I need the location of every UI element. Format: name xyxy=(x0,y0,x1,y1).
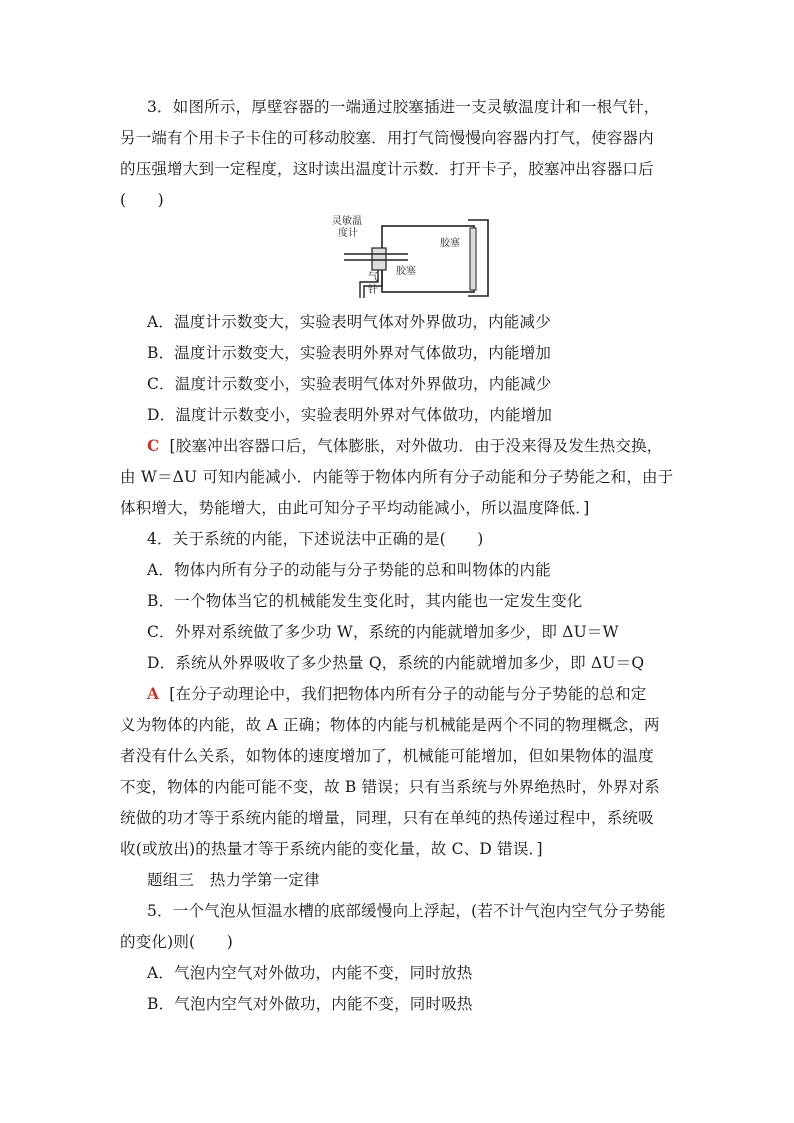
fig-label-plug-right: 胶塞 xyxy=(440,238,460,249)
q4-option-b: B．一个物体当它的机械能发生变化时，其内能也一定发生变化 xyxy=(147,592,583,610)
q4-stem: 4．关于系统的内能，下述说法中正确的是( ) xyxy=(147,530,484,548)
q3-option-b: B．温度计示数变大，实验表明外界对气体做功，内能增加 xyxy=(147,344,552,362)
q4-explanation-line-3: 者没有什么关系，如物体的速度增加了，机械能可能增加，但如果物体的温度 xyxy=(120,747,654,765)
fig-label-thermometer-1: 灵敏温 xyxy=(332,216,362,227)
q3-explanation-line-3: 体积增大，势能增大，由此可知分子平均动能减小，所以温度降低．] xyxy=(120,499,590,517)
q4-answer: A xyxy=(147,684,160,703)
container-body xyxy=(382,226,474,292)
q4-explanation-line-2: 义为物体的内能，故 A 正确；物体的内能与机械能是两个不同的物理概念，两 xyxy=(120,716,660,734)
q4-explanation-line-5: 统做的功才等于系统内能的增量，同理，只有在单纯的热传递过程中，系统吸 xyxy=(120,809,654,827)
q3-apparatus-figure xyxy=(330,212,500,298)
q4-explanation-line-6: 收(或放出)的热量才等于系统内能的变化量，故 C、D 错误．] xyxy=(120,840,543,858)
q5-option-a: A．气泡内空气对外做功，内能不变，同时放热 xyxy=(147,964,473,982)
q3-answer: C xyxy=(147,436,160,455)
q5-stem-line-1: 5．一个气泡从恒温水槽的底部缓慢向上浮起，(若不计气泡内空气分子势能 xyxy=(147,902,666,920)
right-plug xyxy=(470,228,476,290)
q3-stem-line-1: 3．如图所示，厚壁容器的一端通过胶塞插进一支灵敏温度计和一根气针， xyxy=(147,98,660,116)
q3-option-d: D．温度计示数变小，实验表明外界对气体做功，内能增加 xyxy=(147,406,553,424)
fig-label-thermometer-2: 度计 xyxy=(338,228,358,239)
q4-explanation-line-1 xyxy=(147,684,646,704)
fig-label-plug-left: 胶塞 xyxy=(396,266,416,277)
q3-stem-line-3: 的压强增大到一定程度，这时读出温度计示数．打开卡子，胶塞冲出容器口后 xyxy=(120,160,654,178)
q5-option-b: B．气泡内空气对外做功，内能不变，同时吸热 xyxy=(147,995,473,1013)
q5-stem-line-2: 的变化)则( ) xyxy=(120,933,233,951)
q4-option-d: D．系统从外界吸收了多少热量 Q，系统的内能就增加多少，即 ΔU＝Q xyxy=(147,654,645,672)
q4-option-a: A．物体内所有分子的动能与分子势能的总和叫物体的内能 xyxy=(147,561,551,579)
q3-option-a: A．温度计示数变大，实验表明气体对外界做功，内能减少 xyxy=(147,313,551,331)
group3-heading: 题组三 热力学第一定律 xyxy=(147,871,320,889)
fig-label-needle-2: 针 xyxy=(368,285,378,296)
q3-stem-line-4: ( ) xyxy=(120,191,164,209)
q3-stem-line-2: 另一端有个用卡子卡住的可移动胶塞．用打气筒慢慢向容器内打气，使容器内 xyxy=(120,129,654,147)
q3-option-c: C．温度计示数变小，实验表明气体对外界做功，内能减少 xyxy=(147,375,552,393)
q3-explanation-line-2: 由 W＝ΔU 可知内能减小．内能等于物体内所有分子动能和分子势能之和，由于 xyxy=(120,468,674,486)
q3-explanation-line-1 xyxy=(147,436,663,456)
q4-option-c: C．外界对系统做了多少功 W，系统的内能就增加多少，即 ΔU＝W xyxy=(147,623,619,641)
fig-label-needle-1: 气 xyxy=(368,272,378,283)
q3-explain-text-1: [胶塞冲出容器口后，气体膨胀，对外做功．由于没来得及发生热交换， xyxy=(169,437,663,455)
q4-explanation-line-4: 不变，物体的内能可能不变，故 B 错误；只有当系统与外界绝热时，外界对系 xyxy=(120,778,660,796)
left-plug xyxy=(372,248,386,270)
q4-explain-text-1: [在分子动理论中，我们把物体内所有分子的动能与分子势能的总和定 xyxy=(169,685,647,703)
